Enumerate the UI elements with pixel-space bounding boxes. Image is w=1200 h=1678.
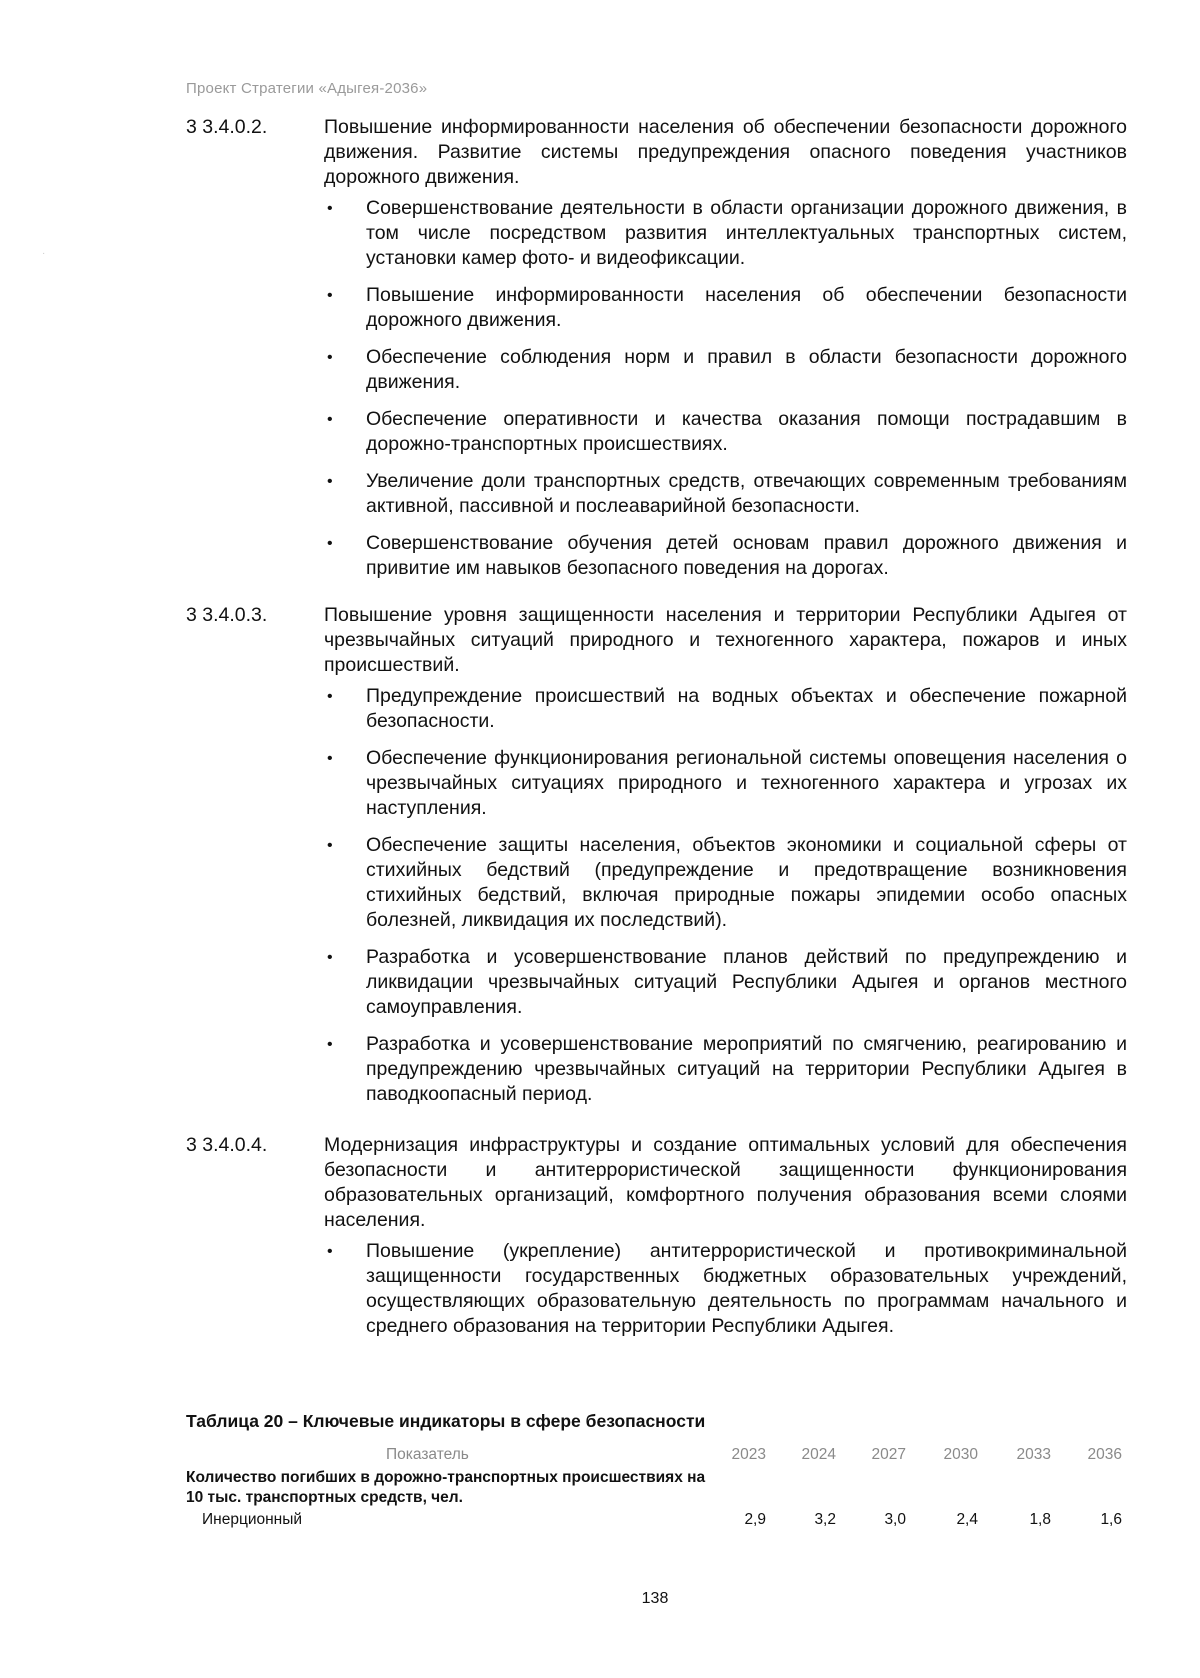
bullet-icon: • [327, 949, 333, 966]
table-cell: 2,9 [744, 1511, 766, 1528]
bullet-icon: • [327, 837, 333, 854]
year-header: 2033 [1016, 1446, 1051, 1463]
page-number: 138 [641, 1590, 669, 1607]
year-header: 2024 [801, 1446, 836, 1463]
year-header: 2023 [731, 1446, 766, 1463]
bullet-item: • Обеспечение оперативности и качества оказания помощи пострадавшим в дорожно-транспортных происшествиях. [327, 408, 1127, 455]
table-row [186, 1511, 1126, 1537]
bullet-icon: • [327, 473, 333, 490]
table-cell: 2,4 [956, 1511, 978, 1528]
bullet-item: • Совершенствование деятельности в области организации дорожного движения, в том числе посредством развития интеллектуальных транспортных систем, установки камер фото- и видеофиксации. [327, 197, 1127, 269]
bullet-item: • Совершенствование обучения детей основам правил дорожного движения и привитие им навыков безопасного поведения на дорогах. [327, 532, 1127, 579]
bullet-icon: • [327, 750, 333, 767]
section-number: 3 3.4.0.4. [186, 1134, 268, 1156]
bullet-item: • Разработка и усовершенствование мероприятий по смягчению, реагированию и предупреждению чрезвычайных ситуаций на территории Республики Адыгея в паводкоопасный период. [327, 1033, 1127, 1105]
section-3-3-4-0-2 [186, 115, 1126, 593]
section-title: Модернизация инфраструктуры и создание оптимальных условий для обеспечения безопасности и антитеррористической защищенности функционирования образовательных организаций, комфортного получения образования всеми слоями населения. [324, 1134, 1127, 1231]
indicator-title: Количество погибших в дорожно-транспортных происшествиях на 10 тыс. транспортных средств, чел. [186, 1469, 706, 1506]
year-header: 2027 [871, 1446, 906, 1463]
header-label: Показатель [386, 1446, 469, 1463]
table-caption: Таблица 20 – Ключевые индикаторы в сфере безопасности [186, 1411, 706, 1431]
section-3-3-4-0-4 [186, 1133, 1126, 1351]
row-label: Инерционный [202, 1511, 303, 1528]
section-title: Повышение уровня защищенности населения и территории Республики Адыгея от чрезвычайных ситуаций природного и техногенного характера, пожаров и иных происшествий. [324, 604, 1127, 676]
section-number: 3 3.4.0.2. [186, 116, 268, 138]
table-cell: 1,8 [1029, 1511, 1051, 1528]
bullet-list [186, 1239, 1126, 1339]
bullet-icon: • [327, 287, 333, 304]
bullet-item: • Предупреждение происшествий на водных объектах и обеспечение пожарной безопасности. [327, 685, 1127, 732]
bullet-item: • Увеличение доли транспортных средств, отвечающих современным требованиям активной, пассивной и послеаварийной безопасности. [327, 470, 1127, 517]
bullet-item: • Обеспечение функционирования региональной системы оповещения населения о чрезвычайных ситуациях природного и техногенного характера и угрозах их наступления. [327, 747, 1127, 819]
bullet-icon: • [327, 688, 333, 705]
table-cell: 3,0 [884, 1511, 906, 1528]
bullet-icon: • [327, 535, 333, 552]
table-header [186, 1446, 1126, 1468]
bullet-icon: • [327, 200, 333, 217]
table-cell: 1,6 [1100, 1511, 1122, 1528]
document-header: Проект Стратегии «Адыгея-2036» [186, 80, 428, 97]
bullet-item: • Повышение информированности населения об обеспечении безопасности дорожного движения. [327, 284, 1127, 331]
section-3-3-4-0-3 [186, 603, 1126, 1119]
bullet-item: • Обеспечение соблюдения норм и правил в области безопасности дорожного движения. [327, 346, 1127, 393]
bullet-list [186, 196, 1126, 581]
section-title: Повышение информированности населения об обеспечении безопасности дорожного движения. Развитие системы предупреждения опасного поведения участников дорожного движения. [324, 116, 1127, 188]
bullet-item: • Обеспечение защиты населения, объектов экономики и социальной сферы от стихийных бедствий (предупреждение и предотвращение возникновения стихийных бедствий, включая природные пожары эпидемии особо опасных болезней, ликвидация их последствий). [327, 834, 1127, 931]
bullet-item: • Повышение (укрепление) антитеррористической и противокриминальной защищенности государственных бюджетных образовательных учреждений, осуществляющих образовательную деятельность по программам начального и среднего образования на территории Республики Адыгея. [327, 1240, 1127, 1337]
section-number: 3 3.4.0.3. [186, 604, 268, 626]
indicators-table [186, 1446, 1126, 1537]
year-header: 2030 [943, 1446, 978, 1463]
year-header: 2036 [1087, 1446, 1122, 1463]
bullet-list [186, 684, 1126, 1107]
bullet-item: • Разработка и усовершенствование планов действий по предупреждению и ликвидации чрезвычайных ситуаций Республики Адыгея и органов местного самоуправления. [327, 946, 1127, 1018]
bullet-icon: • [327, 1243, 333, 1260]
bullet-icon: • [327, 411, 333, 428]
bullet-icon: • [327, 349, 333, 366]
scan-edge-mark: · [42, 248, 46, 259]
table-cell: 3,2 [814, 1511, 836, 1528]
bullet-icon: • [327, 1036, 333, 1053]
